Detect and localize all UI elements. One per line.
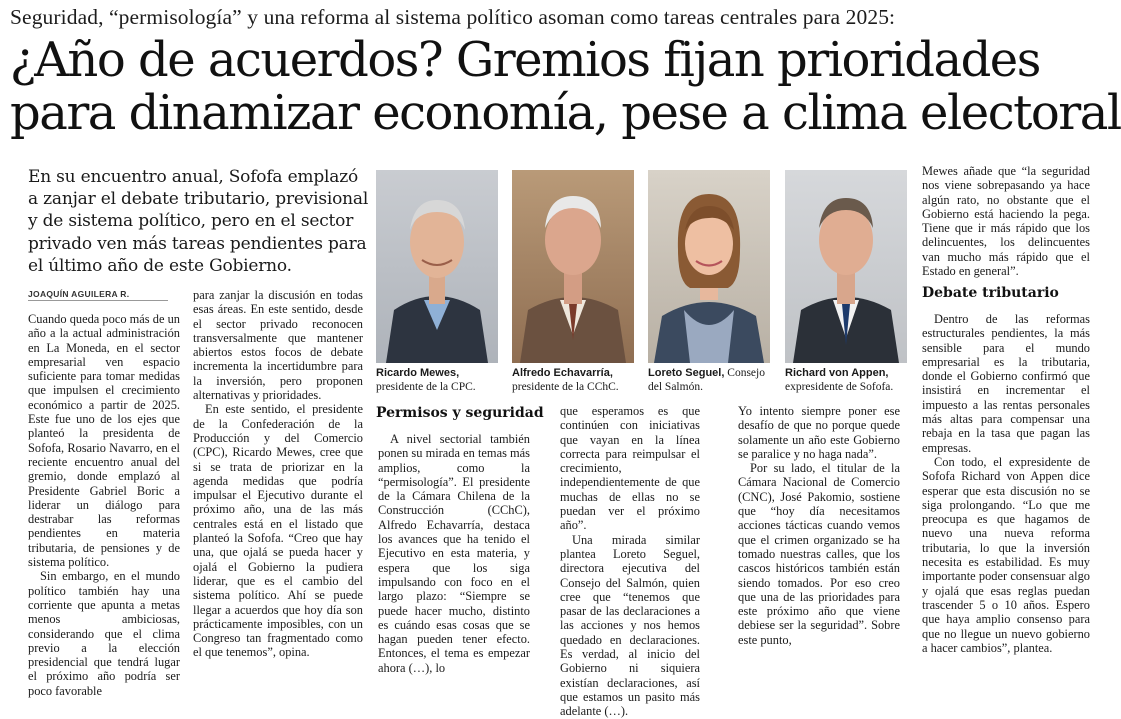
photo-loreto-seguel xyxy=(648,170,770,363)
column-6-top xyxy=(922,164,1090,278)
caption-name: Loreto Seguel, xyxy=(648,367,725,379)
article-headline xyxy=(10,32,1121,141)
paragraph: para zanjar la discusión en todas esas áreas. En este sentido, desde el sector privado reconocen transversalmente que mantener abiertos estos focos de debate incrementa la incertidumbre para la inversión, pero proponen alternativas y prioridades. xyxy=(193,288,363,403)
headline-line-1: ¿Año de acuerdos? Gremios fijan prioridades xyxy=(10,32,1040,88)
paragraph: A nivel sectorial también ponen su mirada en temas más amplios, como la “permisología”. El presidente de la Cámara Chilena de la Construcción (CChC), Alfredo Echavarría, destaca los avances que ha tenido el Ejecutivo en esta materia, y espera que los siga impulsando con foco en el largo plazo: “Siempre se puede hacer mucho, distinto es cuándo esas cosas que se hagan pueden tener efecto. Entonces, el tema es empezar ahora (…), lo xyxy=(378,432,530,675)
headline-line-2: para dinamizar economía, pese a clima electoral xyxy=(10,85,1121,141)
photo-alfredo-echavarria xyxy=(512,170,634,363)
article-kicker: Seguridad, “permisología” y una reforma al sistema político asoman como tareas centrales para 2025: xyxy=(10,5,896,29)
column-2 xyxy=(193,288,363,660)
photo-caption xyxy=(512,366,638,394)
caption-role: presidente de la CChC. xyxy=(512,381,619,393)
column-4 xyxy=(560,404,700,719)
caption-role: presidente de la CPC. xyxy=(376,381,476,393)
photo-caption xyxy=(376,366,502,394)
paragraph: que esperamos es que continúen con iniciativas que vayan en la línea correcta para reimpulsar el crecimiento, independientemente de que muchas de ellas no se puedan ver el próximo año”. xyxy=(560,404,700,533)
article-lede: En su encuentro anual, Sofofa emplazó a zanjar el debate tributario, previsional y de sistema político, pero en el sector privado ven más tareas pendientes para el último año de este Gobierno. xyxy=(28,167,369,276)
paragraph: Yo intento siempre poner ese desafío de que no porque quede solamente un año este Gobierno se paralice y no haga nada”. xyxy=(738,404,900,461)
column-3 xyxy=(378,432,530,675)
paragraph: Mewes añade que “la seguridad nos viene sobrepasando ya hace algún rato, no obstante que el Gobierno está haciendo la pega. Tiene que ir más rápido que los delincuentes, los delincuentes van mucho más rápido que el Estado en general”. xyxy=(922,164,1090,279)
byline: JOAQUÍN AGUILERA R. xyxy=(28,289,130,299)
caption-name: Richard von Appen, xyxy=(785,367,889,379)
photo-richard-von-appen xyxy=(785,170,907,363)
paragraph: En este sentido, el presidente de la Confederación de la Producción y del Comercio (CPC), Ricardo Mewes, cree que si se trata de priorizar en la agenda medidas que podría impulsar el Ejecutivo durante el próximo año, una de las más centrales está en el listado que planteó la Sofofa. “Creo que hay una, que ojalá se pueda hacer y ojalá el Gobierno la pudiera liderar, que es el cambio del sistema político. Ahí se puede llegar a acuerdos que hoy día son prácticamente imposibles, con un Congreso tan fragmentado como el que tenemos”, opina. xyxy=(193,402,363,660)
caption-role: Consejo del Salmón. xyxy=(648,367,765,393)
caption-name: Alfredo Echavarría, xyxy=(512,367,613,379)
caption-name: Ricardo Mewes, xyxy=(376,367,460,379)
column-1 xyxy=(28,312,180,698)
subhead-permisos: Permisos y seguridad xyxy=(376,405,544,421)
column-6-bottom xyxy=(922,312,1090,655)
portrait-image xyxy=(785,170,907,363)
paragraph: Por su lado, el titular de la Cámara Nacional de Comercio (CNC), José Pakomio, sostiene que “hoy día necesitamos acciones tácticas cuando vemos que el crimen organizado se ha tomado nuestras calles, que los cascos históricos también están siendo tomados. Por eso creo que una de las prioridades para este próximo año que viene debiese ser la seguridad”. Sobre este punto, xyxy=(738,461,900,647)
caption-role: expresidente de Sofofa. xyxy=(785,381,894,393)
paragraph: Una mirada similar plantea Loreto Seguel, directora ejecutiva del Consejo del Salmón, quien cree que “tenemos que pasar de las declaraciones a las acciones y nos hemos quedado en declaraciones. Es verdad, al inicio del Gobierno ni siquiera existían declaraciones, así que estamos un pasito más adelante (…). xyxy=(560,532,700,719)
photo-caption xyxy=(648,366,774,394)
portrait-image xyxy=(512,170,634,363)
paragraph: Cuando queda poco más de un año a la actual administración en La Moneda, en el sector empresarial ven espacio suficiente para tomar medidas que impulsen el crecimiento económico a partir de 2025. Este fue uno de los ejes que planteó la presidenta de Sofofa, Rosario Navarro, en el reciente encuentro anual del gremio, donde emplazó al Presidente Gabriel Boric a liderar un diálogo para destrabar las reformas pendientes en materia tributaria, de pensiones y de sistema político. xyxy=(28,312,180,570)
paragraph: Con todo, el expresidente de Sofofa Richard von Appen dice esperar que esta discusión no se siga prolongando. “Lo que me preocupa es que hagamos de nuevo una nueva reforma tributaria, lo que la inversión necesita es estabilidad. Es muy importante poder consensuar algo y ojalá que esas reglas puedan trascender 5 o 10 años. Espero que haya amplio consenso para que no llegue un nuevo gobierno a hacer cambios”, plantea. xyxy=(922,454,1090,655)
subhead-debate: Debate tributario xyxy=(922,285,1059,301)
byline-divider xyxy=(28,300,168,301)
portrait-image xyxy=(648,170,770,363)
column-5 xyxy=(738,404,900,647)
paragraph: Sin embargo, en el mundo político también hay una corriente que apunta a metas menos ambiciosas, considerando que el clima previo a la elección presidencial que tendrá lugar el próximo año podría ser poco favorable xyxy=(28,569,180,698)
paragraph: Dentro de las reformas estructurales pendientes, la más sensible para el mundo empresarial es la tributaria, donde el Gobierno confirmó que insistirá en incrementar el impuesto a las rentas personales más altas para compensar una rebaja en la tasa que pagan las empresas. xyxy=(922,312,1090,455)
photo-ricardo-mewes xyxy=(376,170,498,363)
photo-caption xyxy=(785,366,911,394)
portrait-image xyxy=(376,170,498,363)
